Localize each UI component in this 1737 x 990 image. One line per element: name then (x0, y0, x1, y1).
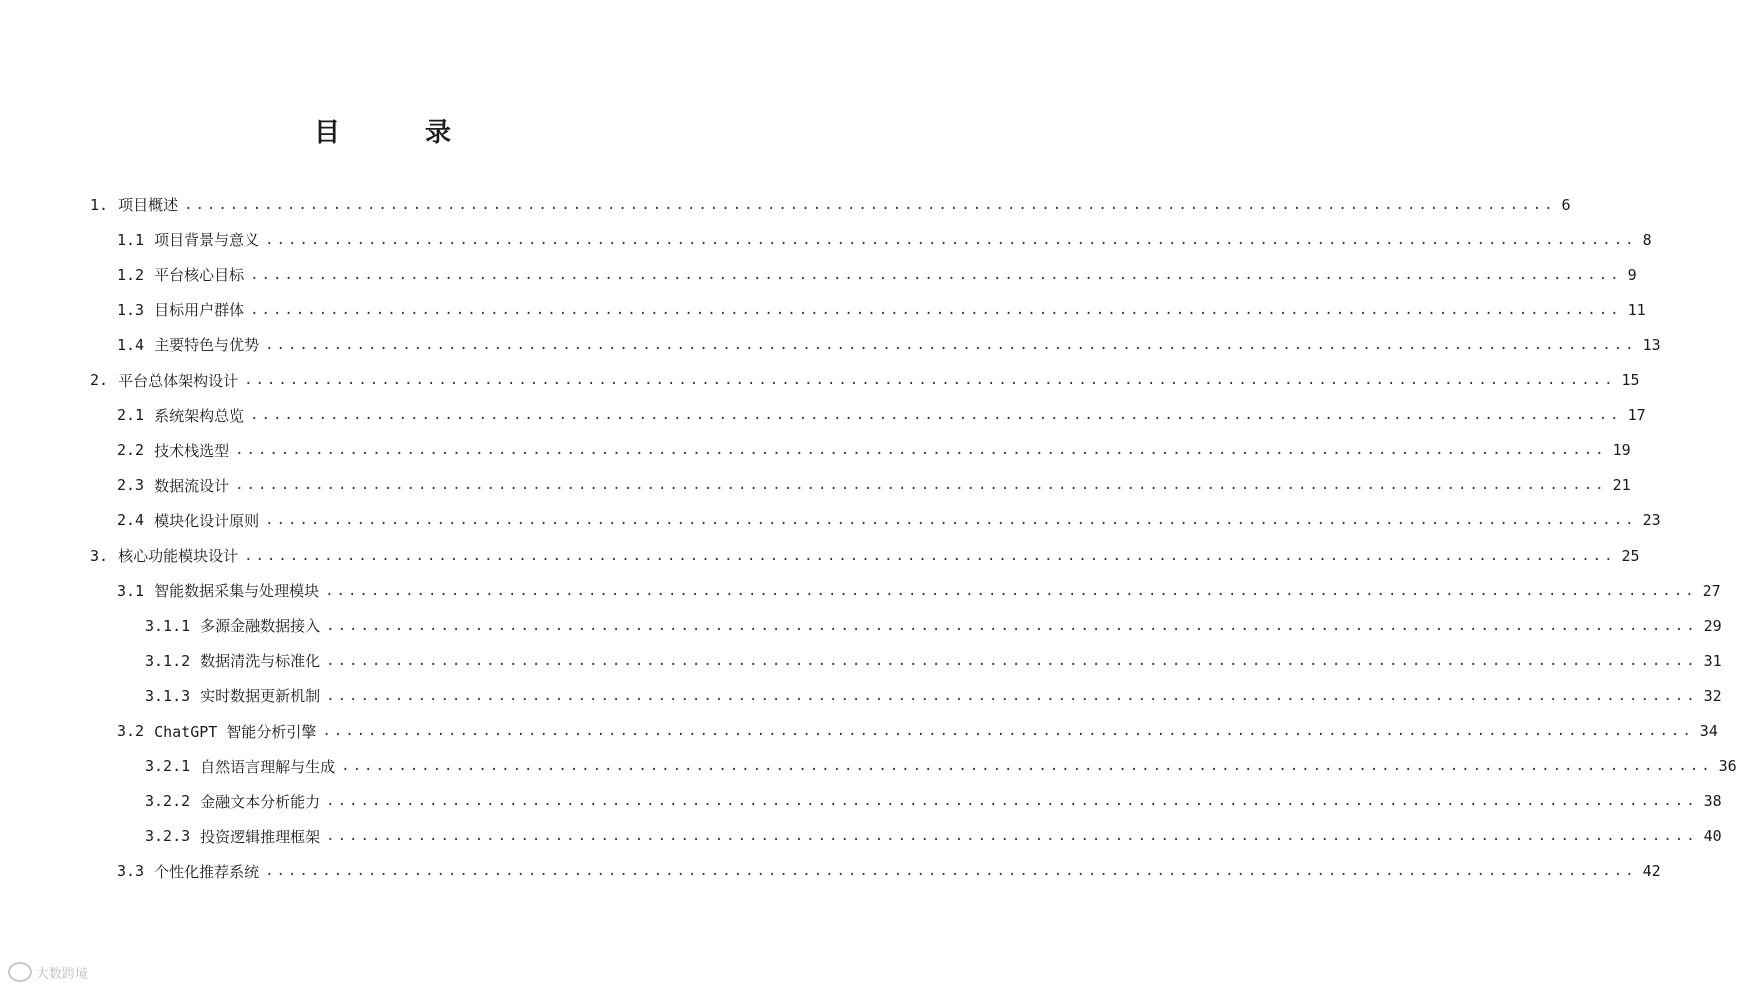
dot-leader: ........................................................................................................................ (322, 723, 1694, 739)
toc-entry-label: 智能数据采集与处理模块 (154, 582, 320, 601)
toc-entry-label: 多源金融数据接入 (200, 617, 321, 636)
toc-entry-page: 40 (1703, 827, 1722, 846)
toc-entry-number: 3. (90, 546, 109, 565)
dot-leader: ........................................................................................................................ (326, 652, 1698, 669)
toc-entry-number: 3.2 (117, 722, 145, 740)
toc-entry[interactable] (145, 819, 1722, 854)
toc-entry-number: 1.2 (117, 265, 145, 284)
toc-entry-number: 3.1.2 (145, 651, 191, 670)
toc-entry-number: 1.3 (117, 300, 145, 319)
toc-entry[interactable] (117, 573, 1721, 608)
dot-leader: ........................................................................................................................ (235, 477, 1607, 494)
dot-leader: ........................................................................................................................ (326, 828, 1698, 845)
toc-entry[interactable] (90, 538, 1640, 573)
dot-leader: ........................................................................................................................ (265, 863, 1637, 880)
dot-leader: ........................................................................................................................ (250, 266, 1622, 283)
toc-entry-label: 主要特色与优势 (154, 336, 260, 355)
dot-leader: ........................................................................................................................ (326, 687, 1698, 704)
watermark (8, 962, 88, 982)
toc-entry[interactable] (145, 678, 1722, 713)
toc-entry-number: 3.2.1 (145, 757, 191, 776)
toc-entry-page: 15 (1621, 371, 1640, 389)
toc-entry-page: 36 (1718, 757, 1737, 776)
dot-leader: ........................................................................................................................ (341, 758, 1713, 775)
toc-entry-page: 8 (1642, 230, 1652, 249)
toc-entry-number: 2.1 (117, 406, 145, 425)
toc-entry[interactable] (117, 398, 1646, 433)
toc-title: 目 录 (313, 118, 490, 148)
toc-entry-label: 项目背景与意义 (154, 231, 260, 250)
toc-entry-label: 自然语言理解与生成 (200, 757, 336, 776)
toc-entry[interactable] (117, 503, 1661, 538)
toc-entry[interactable] (145, 643, 1722, 678)
toc-entry-number: 3.2.2 (145, 792, 191, 811)
toc-entry-label: ChatGPT 智能分析引擎 (154, 722, 317, 741)
toc-entry[interactable] (117, 468, 1631, 503)
dot-leader: ........................................................................................................................ (265, 336, 1637, 353)
toc-entry-number: 2.4 (117, 511, 145, 530)
toc-entry-number: 1. (90, 195, 109, 214)
toc-entry-label: 目标用户群体 (154, 301, 245, 320)
dot-leader: ........................................................................................................................ (325, 582, 1697, 599)
toc-entry-page: 31 (1703, 651, 1722, 670)
dot-leader: ........................................................................................................................ (265, 512, 1637, 529)
toc-entry[interactable] (117, 433, 1631, 468)
toc-entry-number: 3.2.3 (145, 827, 191, 846)
toc-entry-page: 34 (1699, 722, 1718, 740)
dot-leader: ........................................................................................................................ (184, 196, 1556, 213)
toc-entry-page: 29 (1703, 616, 1722, 635)
toc-entry-page: 42 (1642, 862, 1661, 881)
toc-entry-label: 平台核心目标 (154, 266, 245, 285)
toc-entry-label: 个性化推荐系统 (154, 862, 260, 881)
toc-entry-page: 27 (1702, 581, 1721, 600)
toc-entry-label: 金融文本分析能力 (200, 792, 321, 811)
dot-leader: ........................................................................................................................ (326, 617, 1698, 634)
toc-entry-page: 32 (1703, 686, 1722, 705)
toc-entry[interactable] (117, 222, 1652, 257)
toc-entry-label: 项目概述 (118, 196, 179, 214)
toc-entry-label: 数据清洗与标准化 (200, 652, 321, 671)
toc-entry-page: 25 (1621, 546, 1640, 565)
toc-entry[interactable] (90, 363, 1640, 398)
toc-entry[interactable] (117, 327, 1661, 362)
toc-entry-label: 实时数据更新机制 (200, 687, 321, 706)
toc-entry-label: 平台总体架构设计 (118, 371, 239, 390)
toc-entry[interactable] (117, 854, 1661, 889)
toc-entry-number: 3.1.1 (145, 616, 191, 635)
dot-leader: ........................................................................................................................ (244, 372, 1616, 388)
toc-entry-label: 系统架构总览 (154, 406, 245, 425)
toc-entry-page: 38 (1703, 792, 1722, 811)
dot-leader: ........................................................................................................................ (235, 442, 1607, 459)
toc-entry-number: 2.2 (117, 441, 145, 460)
toc-entry[interactable] (117, 714, 1718, 749)
dot-leader: ........................................................................................................................ (250, 301, 1622, 318)
toc-entry[interactable] (145, 608, 1722, 643)
toc-entry-page: 6 (1561, 195, 1571, 214)
dot-leader: ........................................................................................................................ (250, 407, 1622, 424)
toc-entry-number: 3.1.3 (145, 686, 191, 705)
toc-entry-page: 21 (1612, 476, 1631, 495)
toc-entry[interactable] (145, 784, 1722, 819)
toc-entry[interactable] (90, 187, 1571, 222)
toc-entry-label: 数据流设计 (154, 476, 230, 495)
toc-entry-number: 2. (90, 371, 109, 389)
dot-leader: ........................................................................................................................ (244, 547, 1616, 564)
toc-entry-number: 3.1 (117, 581, 145, 600)
watermark-logo-icon (8, 962, 32, 982)
toc-entry-page: 9 (1627, 265, 1637, 284)
watermark-text: 大数跨境 (36, 966, 89, 982)
toc-entry[interactable] (117, 292, 1646, 327)
toc-entry-label: 投资逻辑推理框架 (200, 827, 321, 846)
dot-leader: ........................................................................................................................ (326, 793, 1698, 810)
toc-entry-page: 19 (1612, 441, 1631, 460)
toc-entry-label: 核心功能模块设计 (118, 547, 239, 565)
toc-entry-label: 技术栈选型 (154, 441, 230, 460)
dot-leader: ........................................................................................................................ (265, 231, 1637, 248)
toc-entry-label: 模块化设计原则 (154, 511, 260, 530)
toc-entry-page: 23 (1642, 511, 1661, 530)
toc-entry-number: 3.3 (117, 862, 145, 881)
toc-entry[interactable] (117, 257, 1637, 292)
toc-entry-number: 2.3 (117, 476, 145, 495)
toc-entry-page: 11 (1627, 300, 1646, 319)
toc-entry-page: 13 (1642, 335, 1661, 354)
toc-entry[interactable] (145, 749, 1737, 784)
toc-entry-number: 1.4 (117, 335, 145, 354)
toc-entry-number: 1.1 (117, 230, 145, 249)
toc-entry-page: 17 (1627, 406, 1646, 425)
